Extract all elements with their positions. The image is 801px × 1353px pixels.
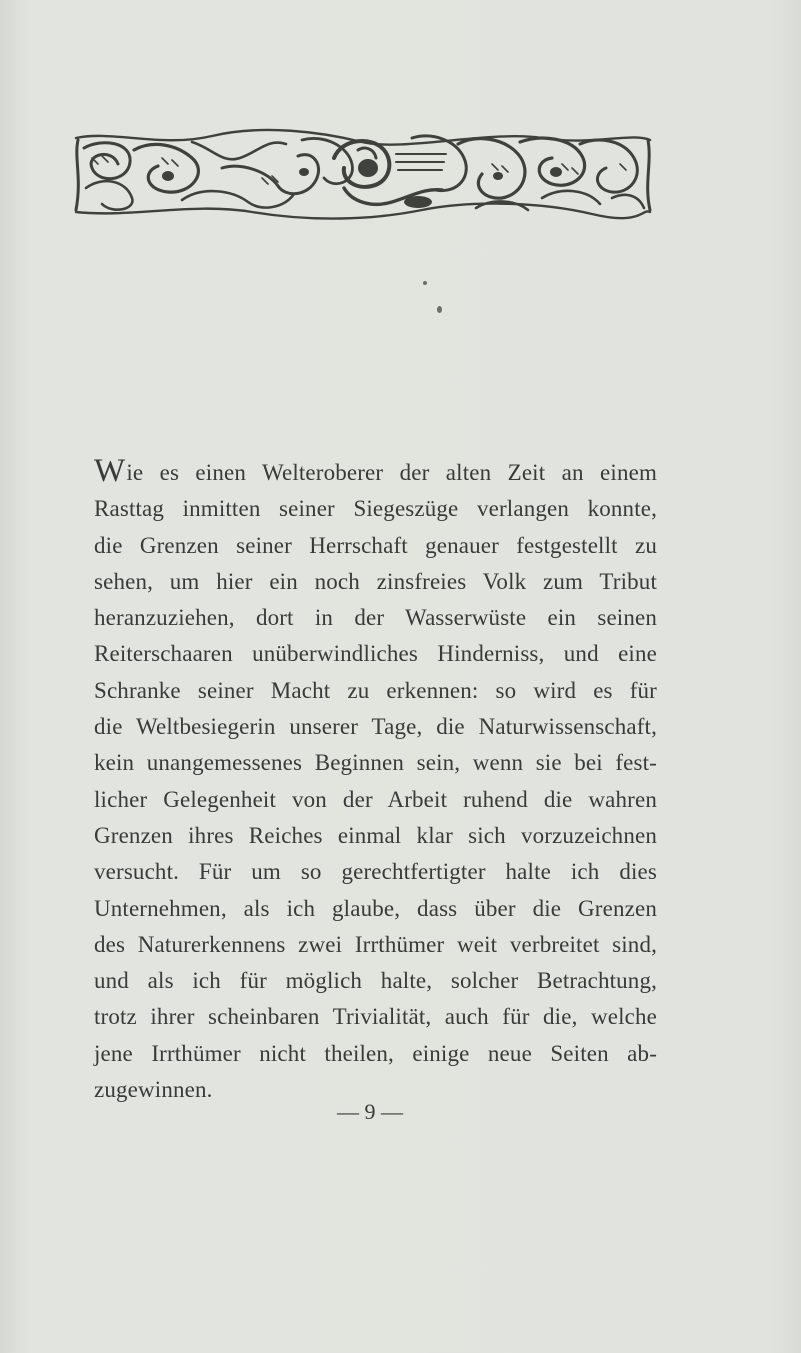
paragraph-line: und als ich für möglich halte, solcher Betrachtung, bbox=[94, 968, 657, 994]
ink-speck bbox=[423, 281, 427, 285]
paragraph-line: Grenzen ihres Reiches einmal klar sich vorzuzeichnen bbox=[94, 822, 657, 848]
paragraph-line: des Naturerkennens zwei Irrthümer weit verbreitet sind, bbox=[94, 931, 657, 957]
main-paragraph bbox=[94, 455, 657, 1108]
paragraph-line: trotz ihrer scheinbaren Trivialität, auch für die, welche bbox=[94, 1004, 657, 1030]
paragraph-line: jene Irrthümer nicht theilen, einige neue Seiten ab- bbox=[94, 1040, 657, 1066]
paragraph-line: Wie es einen Welteroberer der alten Zeit an einem bbox=[94, 453, 657, 489]
drop-initial: W bbox=[94, 453, 126, 489]
ink-speck bbox=[437, 306, 442, 313]
paragraph-line: Unternehmen, als ich glaube, dass über die Grenzen bbox=[94, 895, 657, 921]
paragraph-line: die Weltbesiegerin unserer Tage, die Naturwissenschaft, bbox=[94, 714, 657, 740]
decorative-headpiece-icon bbox=[72, 128, 654, 220]
paragraph-line: licher Gelegenheit von der Arbeit ruhend die wahren bbox=[94, 786, 657, 812]
paragraph-line: kein unangemessenes Beginnen sein, wenn sie bei fest- bbox=[94, 750, 657, 776]
paragraph-line: sehen, um hier ein noch zinsfreies Volk zum Tribut bbox=[94, 568, 657, 594]
paragraph-line: zugewinnen. bbox=[94, 1077, 213, 1103]
paragraph-line: versucht. Für um so gerechtfertigter halte ich dies bbox=[94, 859, 657, 885]
paragraph-line: Reiterschaaren unüberwindliches Hinderniss, und eine bbox=[94, 641, 657, 667]
paragraph-line: heranzuziehen, dort in der Wasserwüste ein seinen bbox=[94, 605, 657, 631]
page-number: — 9 — bbox=[337, 1099, 403, 1124]
paragraph-line: Rasttag inmitten seiner Siegeszüge verlangen konnte, bbox=[94, 496, 657, 522]
paragraph-line: Schranke seiner Macht zu erkennen: so wird es für bbox=[94, 677, 657, 703]
paragraph-line: die Grenzen seiner Herrschaft genauer festgestellt zu bbox=[94, 532, 657, 558]
